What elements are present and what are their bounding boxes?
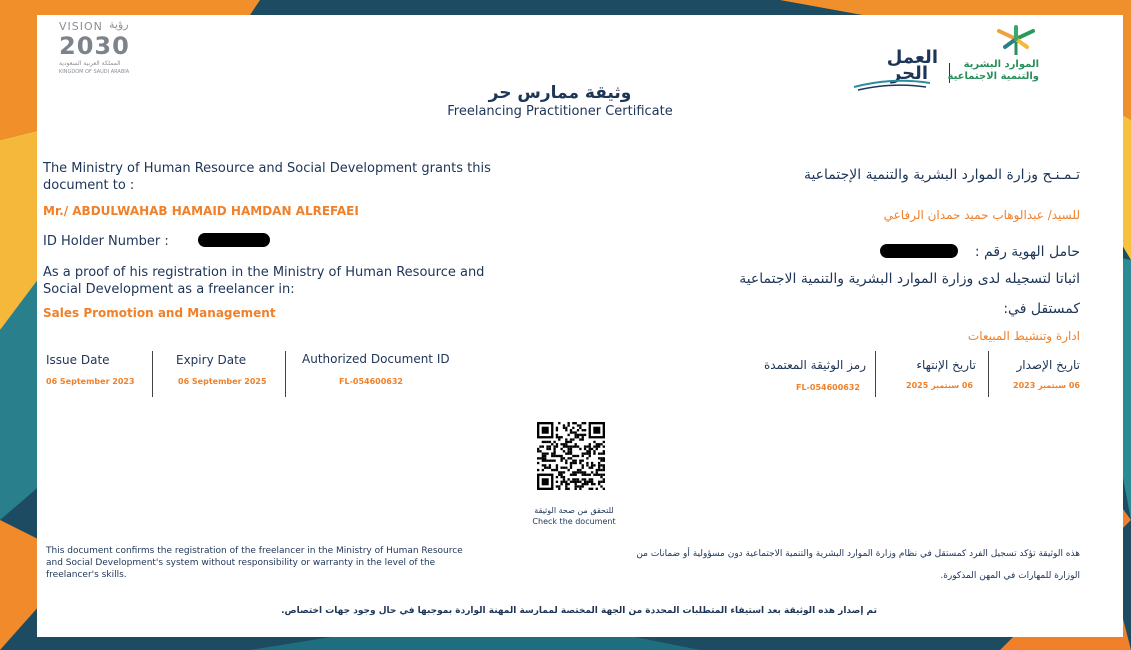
english-holder-name: Mr./ ABDULWAHAB HAMAID HAMDAN ALREFAEI bbox=[43, 204, 359, 218]
arabic-disclaimer-line2: الوزارة للمهارات في المهن المذكورة. bbox=[940, 571, 1080, 581]
arabic-expiry-label: تاريخ الإنتهاء bbox=[916, 358, 976, 372]
vision-2030-logo bbox=[57, 20, 147, 78]
arabic-disclaimer-line1: هذه الوثيقة تؤكد تسجيل الفرد كمستقل في نظام وزارة الموارد البشرية والتنمية الاجتماعية دون مسؤولية أو ضمانات من bbox=[636, 549, 1080, 559]
qr-code[interactable] bbox=[537, 422, 605, 490]
title-arabic: وثيقة ممارس حر bbox=[488, 83, 632, 103]
english-activity: Sales Promotion and Management bbox=[43, 306, 276, 320]
english-expiry-label: Expiry Date bbox=[176, 353, 247, 367]
arabic-freelancer-in: كمستقل في: bbox=[1003, 301, 1080, 317]
english-disclaimer: This document confirms the registration of the freelancer in the Ministry of Human Resource and Social Development's system without responsibility or warranty in the level of the freelancer's skills. bbox=[46, 546, 463, 580]
freelance-logo-line1: العمل bbox=[886, 47, 938, 68]
title-english: Freelancing Practitioner Certificate bbox=[447, 104, 673, 119]
english-id-label: ID Holder Number : bbox=[43, 234, 169, 249]
vision-arabic-kingdom: المملكة العربية السعودية bbox=[59, 60, 121, 67]
arabic-footer-note: تم إصدار هذه الوثيقة بعد استيفاء المتطلبات المحددة من الجهة المختصة لممارسة المهنة الواردة بموجبها في حال وجود جهات اختصاص. bbox=[281, 606, 877, 616]
vision-word: VISION bbox=[59, 20, 103, 33]
ministry-ar-line1: الموارد البشرية bbox=[963, 59, 1039, 70]
vision-arabic-word: رؤية bbox=[109, 18, 129, 31]
ministry-palm-icon bbox=[995, 25, 1037, 59]
english-expiry-value: 06 September 2025 bbox=[178, 377, 267, 386]
english-issue-label: Issue Date bbox=[46, 353, 110, 367]
arabic-expiry-value: 06 سبتمبر 2025 bbox=[906, 381, 973, 390]
certificate-document bbox=[37, 15, 1123, 637]
english-divider-2 bbox=[285, 351, 286, 397]
arabic-divider-2 bbox=[875, 351, 876, 397]
english-docid-value: FL-054600632 bbox=[339, 377, 403, 386]
freelance-logo-line2: الحر bbox=[890, 63, 928, 84]
english-docid-label: Authorized Document ID bbox=[302, 352, 450, 366]
english-proof-text: As a proof of his registration in the Ministry of Human Resource and Social Development as a freelancer in: bbox=[43, 265, 485, 297]
arabic-activity: ادارة وتنشيط المبيعات bbox=[967, 329, 1080, 343]
english-issue-value: 06 September 2023 bbox=[46, 377, 135, 386]
english-divider-1 bbox=[152, 351, 153, 397]
arabic-issue-value: 06 سبتمبر 2023 bbox=[1013, 381, 1080, 390]
english-id-redacted bbox=[198, 233, 270, 247]
qr-caption-english: Check the document bbox=[532, 517, 616, 526]
arabic-docid-label: رمز الوثيقة المعتمدة bbox=[764, 358, 866, 372]
arabic-issue-label: تاريخ الإصدار bbox=[1016, 358, 1080, 372]
vision-year: 2030 bbox=[59, 32, 130, 60]
vision-english-kingdom: KINGDOM OF SAUDI ARABIA bbox=[59, 69, 130, 75]
arabic-id-label: حامل الهوية رقم : bbox=[974, 244, 1080, 260]
qr-caption-arabic: للتحقق من صحة الوثيقة bbox=[534, 506, 614, 515]
arabic-grant-text: تـمـنـح وزارة الموارد البشرية والتنمية الإجتماعية bbox=[803, 167, 1080, 183]
arabic-proof-text: اثباتا لتسجيله لدى وزارة الموارد البشرية والتنمية الاجتماعية bbox=[739, 271, 1080, 287]
ministry-logo bbox=[947, 25, 1045, 87]
arabic-id-redacted bbox=[880, 244, 958, 258]
ministry-ar-line2: والتنمية الاجتماعية bbox=[947, 71, 1039, 82]
arabic-holder-name: للسيد/ عبدالوهاب حميد حمدان الرفاعي bbox=[883, 208, 1080, 222]
english-grant-text: The Ministry of Human Resource and Social Development grants this document to : bbox=[43, 161, 491, 193]
arabic-docid-value: FL-054600632 bbox=[796, 383, 860, 392]
arabic-divider-1 bbox=[988, 351, 989, 397]
